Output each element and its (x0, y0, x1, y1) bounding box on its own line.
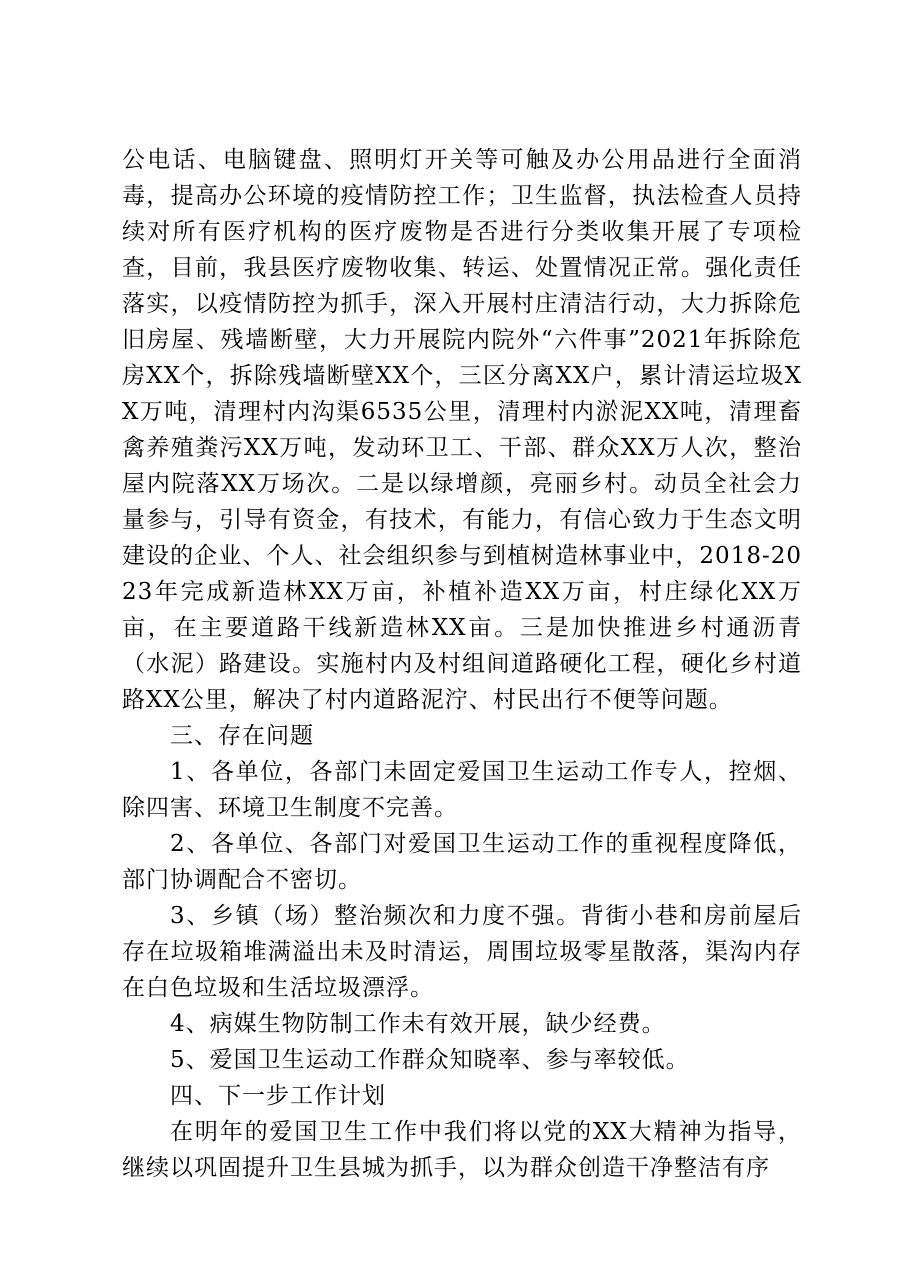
problem-item-4: 4、病媒生物防制工作未有效开展，缺少经费。 (170, 1011, 666, 1037)
problem-item-3: 3、乡镇（场）整治频次和力度不强。背街小巷和房前屋后存在垃圾箱堆满溢出未及时清运，周围垃圾零星散落，渠沟内存在白色垃圾和生活垃圾漂浮。 (122, 903, 802, 1001)
problem-item-1: 1、各单位，各部门未固定爱国卫生运动工作专人，控烟、除四害、环境卫生制度不完善。 (122, 759, 802, 821)
section-heading-existing-problems: 三、存在问题 (170, 723, 314, 749)
problem-item-2: 2、各单位、各部门对爱国卫生运动工作的重视程度降低，部门协调配合不密切。 (122, 831, 802, 893)
paragraph-next-steps-intro: 在明年的爱国卫生工作中我们将以党的XX大精神为指导，继续以巩固提升卫生县城为抓手，以为群众创造干净整洁有序 (122, 1119, 802, 1181)
paragraph-continued-work-report: 公电话、电脑键盘、照明灯开关等可触及办公用品进行全面消毒，提高办公环境的疫情防控工作；卫生监督，执法检查人员持续对所有医疗机构的医疗废物是否进行分类收集开展了专项检查，目前，我县医疗废物收集、转运、处置情况正常。强化责任落实，以疫情防控为抓手，深入开展村庄清洁行动，大力拆除危旧房屋、残墙断壁，大力开展院内院外“六件事”2021年拆除危房XX个，拆除残墙断壁XX个，三区分离XX户，累计清运垃圾XX万吨，清理村内沟渠6535公里，清理村内淤泥XX吨，清理畜禽养殖粪污XX万吨，发动环卫工、干部、群众XX万人次，整治屋内院落XX万场次。二是以绿增颜，亮丽乡村。动员全社会力量参与，引导有资金，有技术，有能力，有信心致力于生态文明建设的企业、个人、社会组织参与到植树造林事业中，2018-2023年完成新造林XX万亩，补植补造XX万亩，村庄绿化XX万亩，在主要道路干线新造林XX亩。三是加快推进乡村通沥青（水泥）路建设。实施村内及村组间道路硬化工程，硬化乡村道路XX公里，解决了村内道路泥泞、村民出行不便等问题。 (122, 147, 802, 713)
problem-item-5: 5、爱国卫生运动工作群众知晓率、参与率较低。 (170, 1047, 690, 1073)
document-body (122, 142, 802, 1186)
section-heading-next-steps: 四、下一步工作计划 (170, 1083, 386, 1109)
